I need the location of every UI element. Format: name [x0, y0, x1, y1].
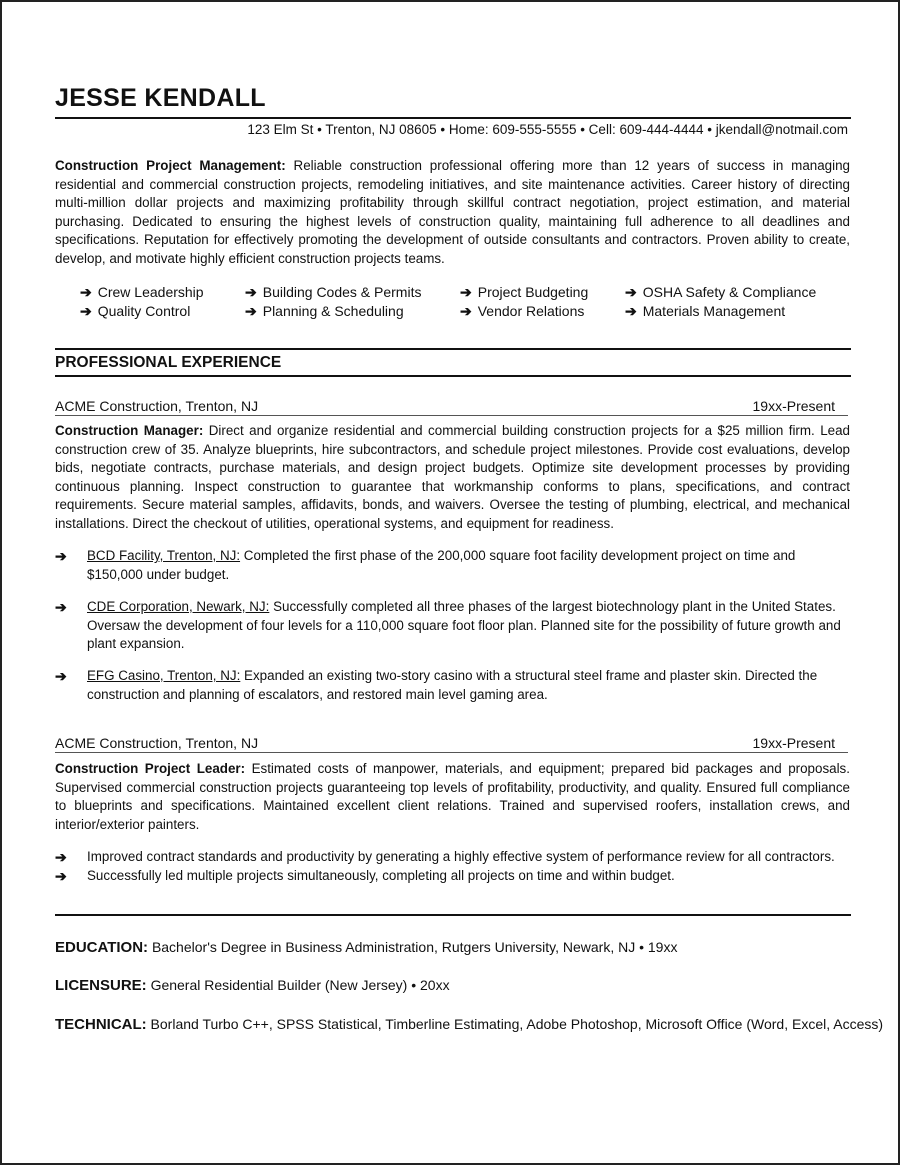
skill-item: ➔ Quality Control: [80, 303, 191, 319]
project-name: CDE Corporation, Newark, NJ:: [87, 599, 270, 614]
footer-rule: [55, 914, 851, 916]
header-rule: [55, 117, 851, 119]
list-item: ➔ CDE Corporation, Newark, NJ: Successfully completed all three phases of the largest biotechnology plant in the United States. Oversaw the development of four levels for a 110,000 square foot floor plan. Planned site for the possibility of future growth and plant expansion.: [55, 599, 841, 652]
job-dates: 19xx-Present: [752, 735, 835, 751]
project-name: BCD Facility, Trenton, NJ:: [87, 548, 241, 563]
skill-item: ➔ OSHA Safety & Compliance: [625, 284, 817, 300]
arrow-icon: ➔: [245, 284, 257, 300]
licensure-line: [55, 977, 850, 994]
arrow-icon: ➔: [55, 599, 67, 615]
licensure-text: General Residential Builder (New Jersey) • 20xx: [150, 977, 450, 993]
arrow-icon: ➔: [460, 284, 472, 300]
skill-item: ➔ Materials Management: [625, 303, 786, 319]
skill-item: ➔ Vendor Relations: [460, 303, 585, 319]
skills-list: [80, 283, 855, 320]
arrow-icon: ➔: [55, 868, 67, 884]
arrow-icon: ➔: [625, 303, 637, 319]
job-title: Construction Manager:: [55, 423, 204, 438]
experience-heading: PROFESSIONAL EXPERIENCE: [55, 354, 282, 371]
arrow-icon: ➔: [460, 303, 472, 319]
contact-info: 123 Elm St • Trenton, NJ 08605 • Home: 609-555-5555 • Cell: 609-444-4444 • jkendall@notmail.com: [247, 122, 848, 137]
arrow-icon: ➔: [55, 849, 67, 865]
arrow-icon: ➔: [245, 303, 257, 319]
education-label: EDUCATION:: [55, 939, 149, 956]
list-item: ➔ EFG Casino, Trenton, NJ: Expanded an existing two-story casino with a structural steel frame and plaster skin. Directed the construction and planning of escalators, and restored main level gaming area.: [55, 668, 818, 702]
list-item: ➔ Improved contract standards and productivity by generating a highly effective system of performance review for all contractors.: [55, 849, 835, 865]
arrow-icon: ➔: [55, 548, 67, 564]
section-rule-bottom: [55, 375, 851, 377]
list-item: ➔ Successfully led multiple projects simultaneously, completing all projects on time and within budget.: [55, 868, 675, 884]
licensure-label: LICENSURE:: [55, 977, 147, 994]
job-dates: 19xx-Present: [752, 398, 835, 414]
arrow-icon: ➔: [80, 303, 92, 319]
arrow-icon: ➔: [80, 284, 92, 300]
project-name: EFG Casino, Trenton, NJ:: [87, 668, 241, 683]
job-company: ACME Construction, Trenton, NJ: [55, 398, 259, 414]
section-rule-top: [55, 348, 851, 350]
job-description: Construction Project Leader: Estimated costs of manpower, materials, and equipment; prepared bid packages and proposals. Supervised commercial construction projects guaranteeing top levels of profitability, productivity, and quality. Ensured full compliance to blueprints and specifications. Maintained excellent client relations. Trained and supervised roofers, installation crews, and interior/exterior painters.: [55, 761, 850, 832]
job-description: Construction Manager: Direct and organize residential and commercial building construction projects for a $25 million firm. Lead construction crew of 35. Analyze blueprints, hire subcontractors, and schedule project milestones. Provide cost evaluations, develop bids, negotiate contracts, purchase materials, and design project budgets. Optimize site development processes by providing continuous planning. Inspect construction to guarantee that workmanship conforms to plans, specifications, and contract requirements. Secure material samples, affidavits, bonds, and waivers. Oversee the testing of plumbing, electrical, and mechanical installations. Direct the checkout of utilities, operational systems, and equipment for readiness.: [55, 423, 850, 531]
arrow-icon: ➔: [625, 284, 637, 300]
skill-item: ➔ Planning & Scheduling: [245, 303, 404, 319]
candidate-name: JESSE KENDALL: [55, 84, 266, 112]
summary-text: Reliable construction professional offering more than 12 years of success in managing residential and commercial construction projects, remodeling initiatives, and site maintenance activities. Career history of directing multi-million dollar projects and maximizing profitability through skillful contract negotiation, project estimation, and material purchasing. Dedicated to ensuring the highest levels of construction quality, maintaining full adherence to all deadlines and specifications. Reputation for effectively promoting the development of outside consultants and contractors. Proven ability to create, develop, and motivate highly efficient construction projects teams.: [55, 158, 850, 266]
technical-line: [55, 1016, 884, 1033]
job-title: Construction Project Leader:: [55, 761, 246, 776]
job-divider: [55, 415, 848, 416]
education-line: [55, 939, 850, 956]
skill-item: ➔ Project Budgeting: [460, 284, 589, 300]
education-text: Bachelor's Degree in Business Administration, Rutgers University, Newark, NJ • 19xx: [151, 939, 678, 955]
technical-text: Borland Turbo C++, SPSS Statistical, Timberline Estimating, Adobe Photoshop, Microsoft Office (Word, Excel, Access): [150, 1016, 884, 1032]
technical-label: TECHNICAL:: [55, 1016, 147, 1033]
arrow-icon: ➔: [55, 668, 67, 684]
job-divider: [55, 752, 848, 753]
list-item: ➔ BCD Facility, Trenton, NJ: Completed the first phase of the 200,000 square foot facility development project on time and $150,000 under budget.: [55, 548, 796, 582]
summary-label: Construction Project Management:: [55, 158, 286, 173]
skill-item: ➔ Crew Leadership: [80, 284, 204, 300]
job-company: ACME Construction, Trenton, NJ: [55, 735, 259, 751]
skill-item: ➔ Building Codes & Permits: [245, 284, 422, 300]
summary-paragraph: [55, 157, 850, 269]
